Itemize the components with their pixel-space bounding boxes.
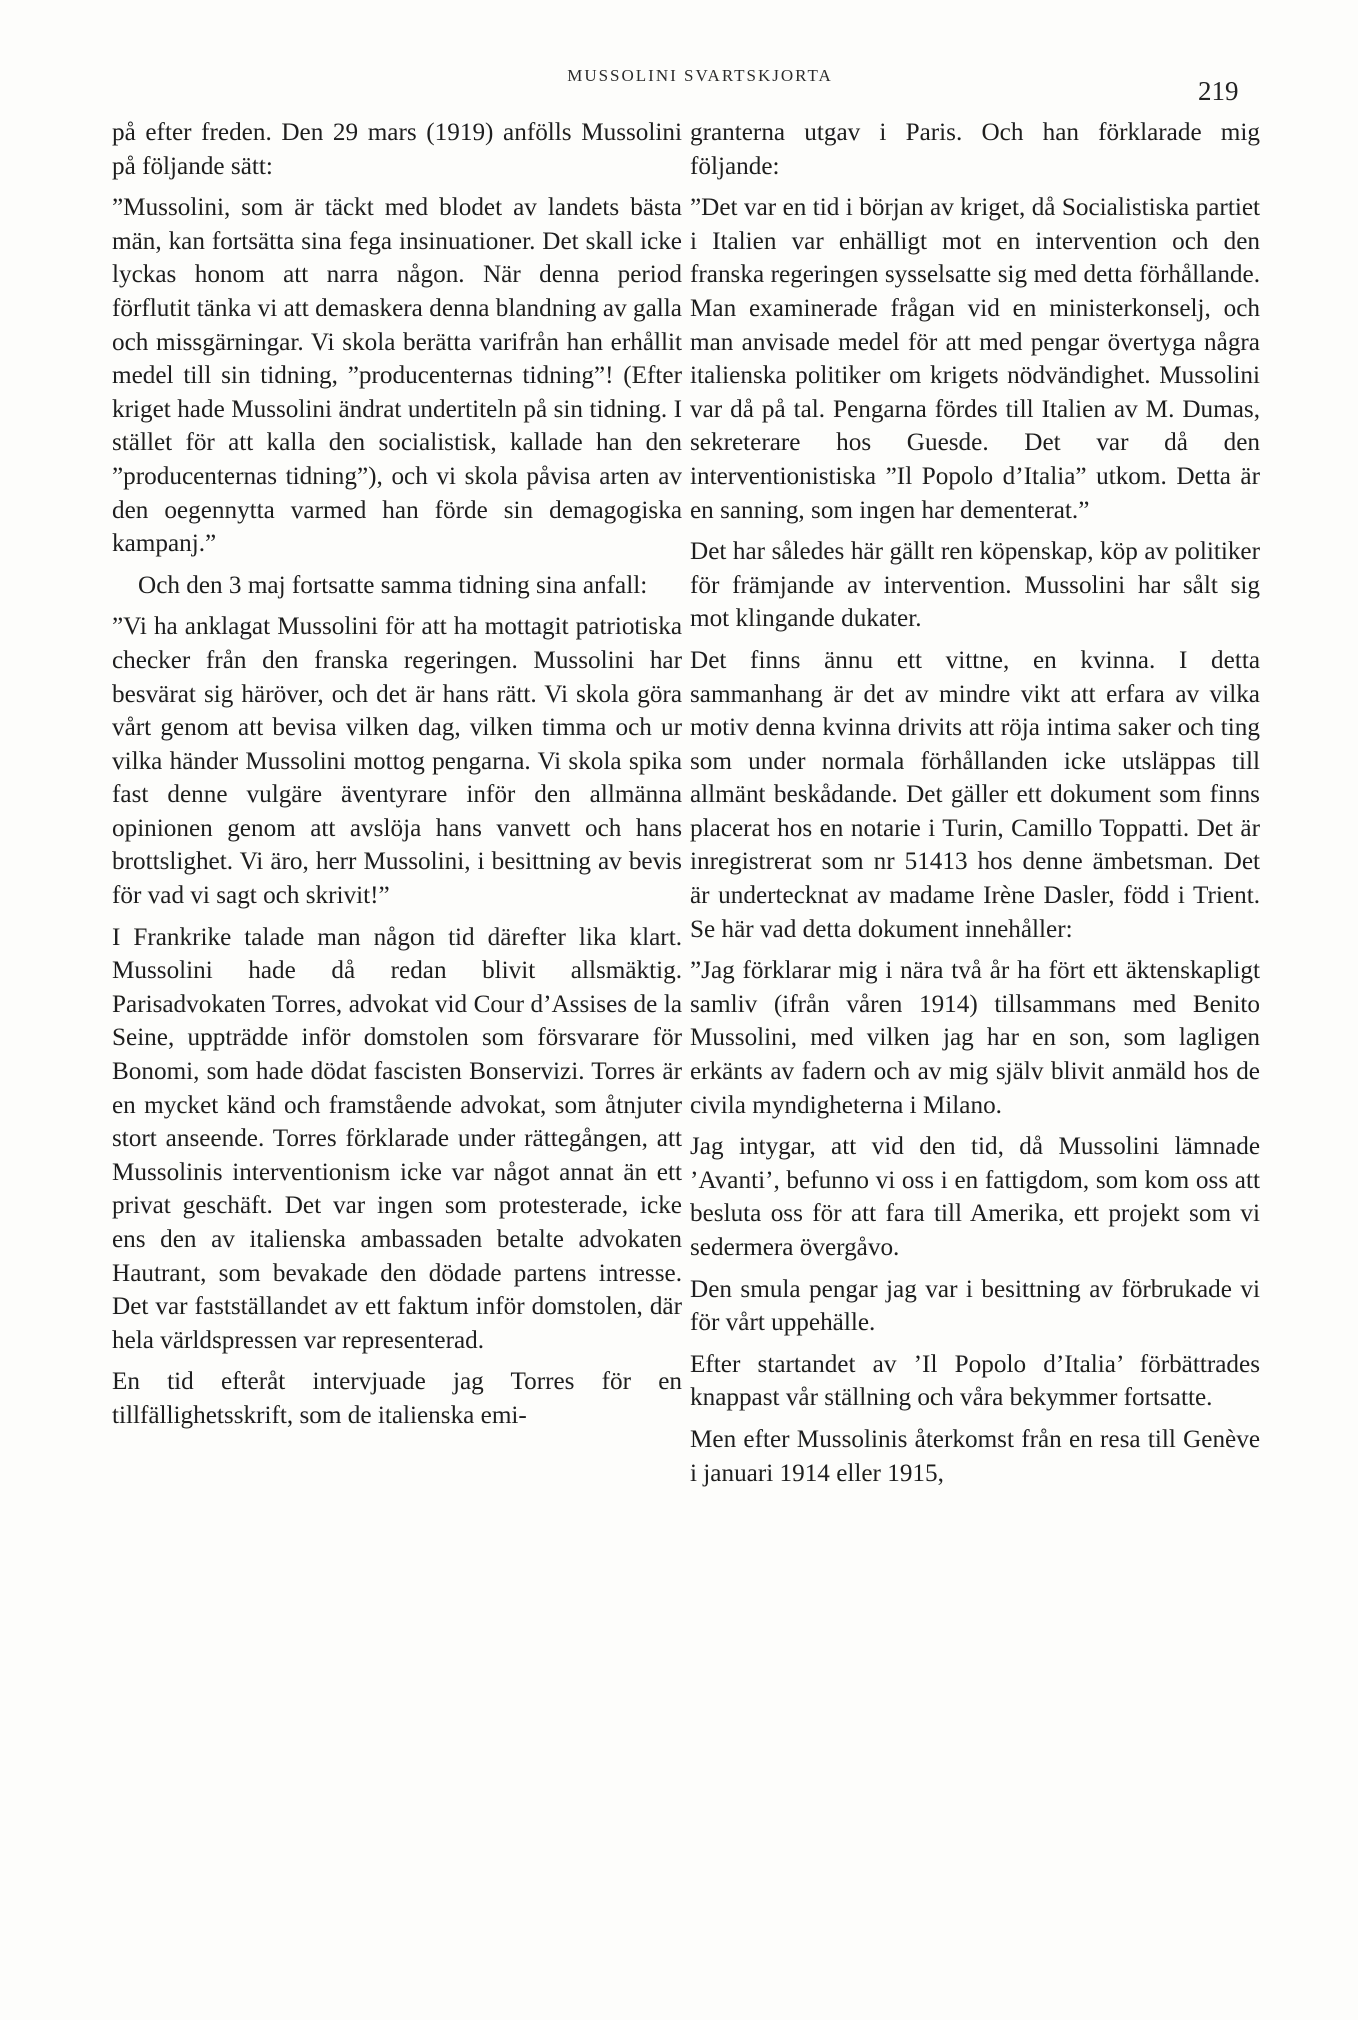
- paragraph: Det finns ännu ett vittne, en kvinna. I detta sammanhang är det av mindre vikt att erfara av vilka motiv denna kvinna drivits att röja intima saker och ting som under normala förhållanden icke utsläppas till allmänt beskådande. Det gäller ett dokument som finns placerat hos en notarie i Turin, Camillo Toppatti. Det är inregistrerat som nr 51413 hos denne ämbetsman. Det är undertecknat av madame Irène Dasler, född i Trient. Se här vad detta dokument innehåller:: [690, 646, 1260, 943]
- left-column: [112, 116, 682, 1441]
- paragraph-quote: ”Vi ha anklagat Mussolini för att ha mottagit patriotiska checker från den franska regeringen. Mussolini har besvärat sig häröver, och det är hans rätt. Vi skola göra vårt genom att bevisa vilken dag, vilken timma och ur vilka händer Mussolini mottog pengarna. Vi skola spika fast denne vulgäre äventyrare inför den allmänna opinionen genom att avslöja hans vanvett och hans brottslighet. Vi äro, herr Mussolini, i besittning av bevis för vad vi sagt och skrivit!”: [112, 613, 682, 910]
- paragraph: granterna utgav i Paris. Och han förklarade mig följande:: [690, 119, 1260, 180]
- paragraph: En tid efteråt intervjuade jag Torres för en tillfällighetsskrift, som de italienska emi-: [112, 1368, 682, 1429]
- paragraph-quote: Den smula pengar jag var i besittning av förbrukade vi för vårt uppehälle.: [690, 1275, 1260, 1337]
- paragraph-quote: ”Det var en tid i början av kriget, då Socialistiska partiet i Italien var enhälligt mot en intervention och den franska regeringen sysselsatte sig med detta förhållande. Man examinerade frågan vid en ministerkonselj, och man anvisade medel för att med pengar övertyga några italienska politiker om krigets nödvändighet. Mussolini var då på tal. Pengarna fördes till Italien av M. Dumas, sekreterare hos Guesde. Det var då den interventionistiska ”Il Popolo d’Italia” utkom. Detta är en sanning, som ingen har dementerat.”: [690, 194, 1260, 524]
- paragraph-quote: Jag intygar, att vid den tid, då Mussolini lämnade ’Avanti’, befunno vi oss i en fattigdom, som kom oss att besluta oss för att fara till Amerika, ett projekt som vi sedermera övergåvo.: [690, 1133, 1260, 1261]
- paragraph: I Frankrike talade man någon tid därefter lika klart. Mussolini hade då redan blivit allsmäktig. Parisadvokaten Torres, advokat vid Cour d’Assises de la Seine, uppträdde inför domstolen som försvarare för Bonomi, som hade dödat fascisten Bonservizi. Torres är en mycket känd och framstående advokat, som åtnjuter stort anseende. Torres förklarade under rättegången, att Mussolinis interventionism icke var något annat än ett privat geschäft. Det var ingen som protesterade, icke ens den av italienska ambassaden betalte advokaten Hautrant, som bevakade den dödade partens intresse. Det var fastställandet av ett faktum inför domstolen, där hela världspressen var representerad.: [112, 923, 682, 1354]
- paragraph-quote: ”Mussolini, som är täckt med blodet av landets bästa män, kan fortsätta sina fega insinuationer. Det skall icke lyckas honom att narra någon. När denna period förflutit tänka vi att demaskera denna blandning av galla och missgärningar. Vi skola berätta varifrån han erhållit medel till sin tidning, ”producenternas tidning”! (Efter kriget hade Mussolini ändrat undertiteln på sin tidning. I stället för att kalla den socialistisk, kallade han den ”producenternas tidning”), och vi skola påvisa arten av den oegennytta varmed han förde sin demagogiska kampanj.”: [112, 194, 682, 558]
- paragraph: på efter freden. Den 29 mars (1919) anfölls Mussolini på följande sätt:: [112, 119, 682, 180]
- paragraph: Det har således här gällt ren köpenskap, köp av politiker för främjande av intervention. Mussolini har sålt sig mot klingande dukater.: [690, 538, 1260, 633]
- running-title: MUSSOLINI SVARTSKJORTA: [567, 66, 833, 85]
- paragraph-quote: Efter startandet av ’Il Popolo d’Italia’ förbättrades knappast vår ställning och våra bekymmer fortsatte.: [690, 1350, 1260, 1412]
- paragraph: Och den 3 maj fortsatte samma tidning sina anfall:: [138, 571, 648, 599]
- paragraph-quote: Men efter Mussolinis återkomst från en resa till Genève i januari 1914 eller 1915,: [690, 1425, 1260, 1487]
- page-number: 219: [1198, 76, 1239, 106]
- paragraph-quote: ”Jag förklarar mig i nära två år ha fört ett äktenskapligt samliv (ifrån våren 1914) tillsammans med Benito Mussolini, med vilken jag har en son, som lagligen erkänts av fadern och av mig själv blivit anmäld hos de civila myndigheterna i Milano.: [690, 957, 1260, 1119]
- right-column: [690, 116, 1260, 1498]
